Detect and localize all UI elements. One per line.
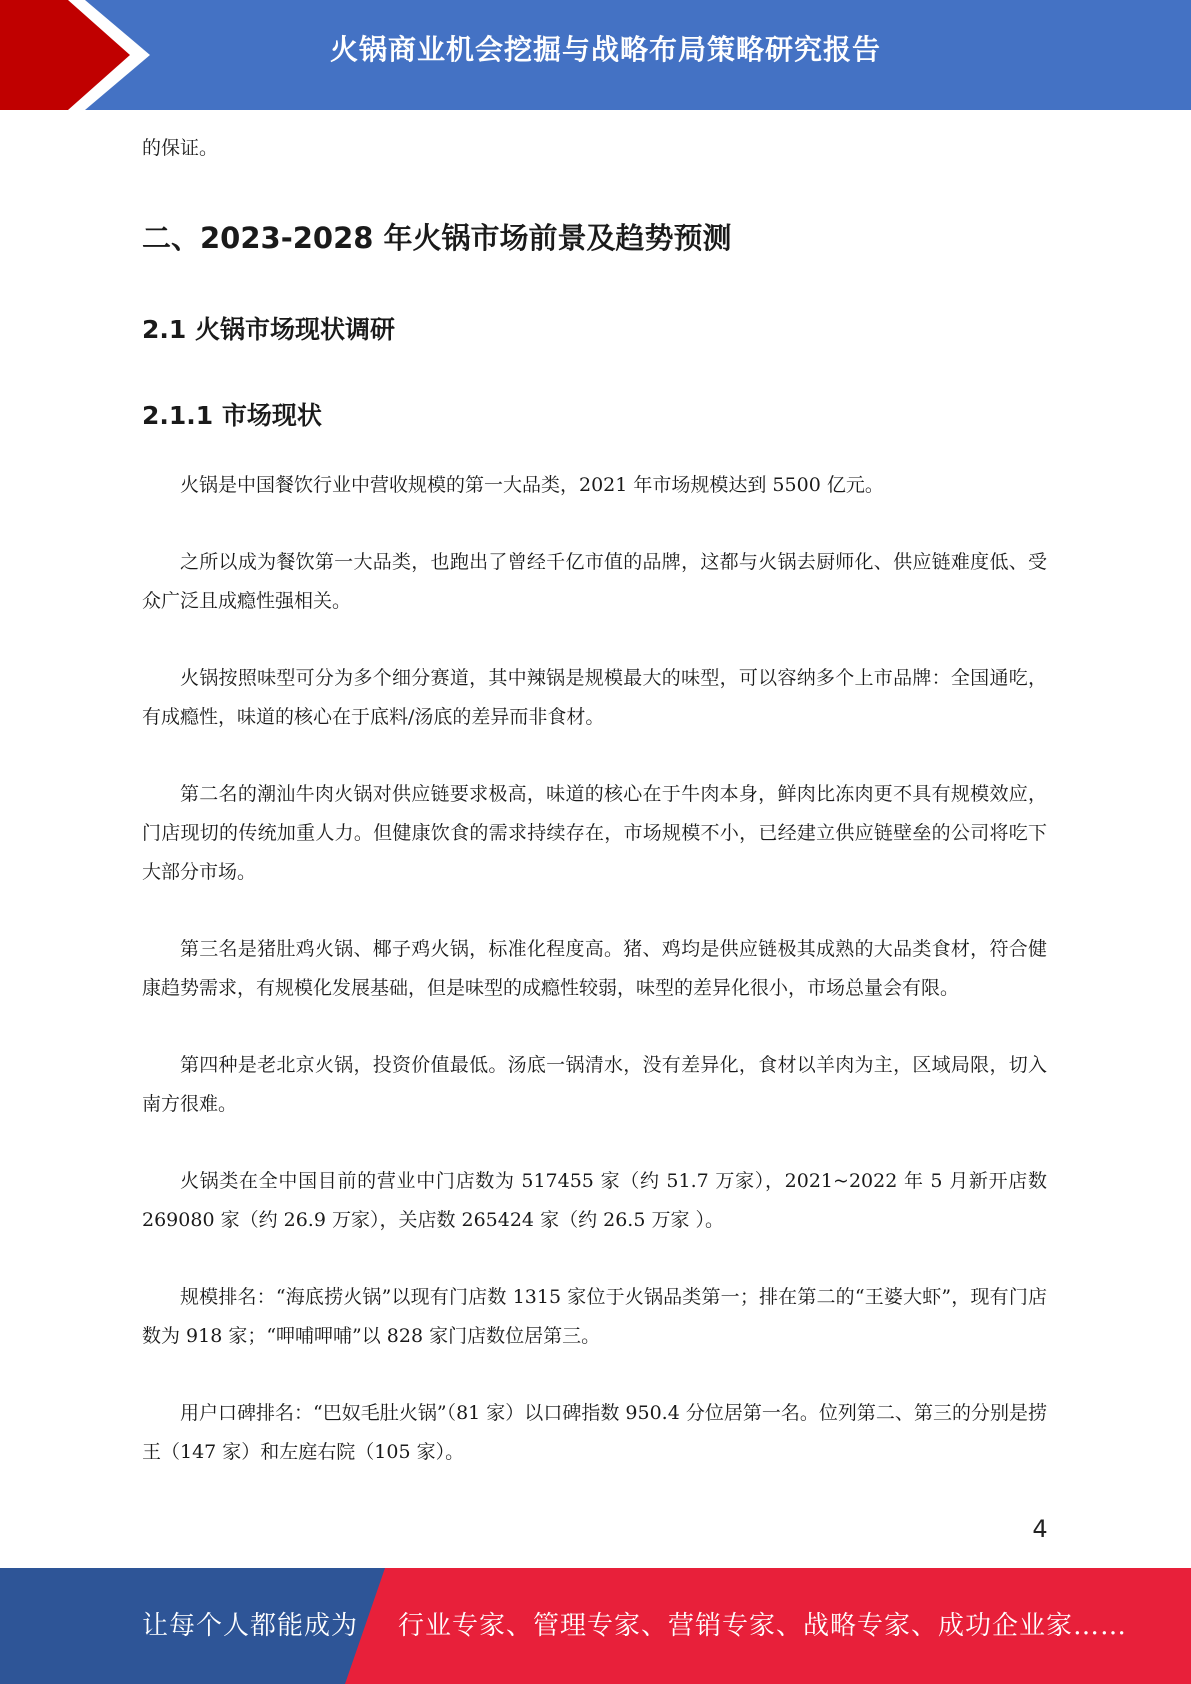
paragraph: 火锅按照味型可分为多个细分赛道，其中辣锅是规模最大的味型，可以容纳多个上市品牌：全国通吃，有成瘾性，味道的核心在于底料/汤底的差异而非食材。	[142, 667, 1047, 728]
footer-slogan-right: 行业专家、管理专家、营销专家、战略专家、成功企业家……	[398, 1611, 1128, 1641]
page-number: 4	[1032, 1515, 1048, 1543]
paragraph: 第四种是老北京火锅，投资价值最低。汤底一锅清水，没有差异化，食材以羊肉为主，区域局限，切入南方很难。	[142, 1054, 1047, 1115]
footer-slogan-left: 让每个人都能成为	[142, 1611, 359, 1641]
subsubsection-heading: 2.1.1 市场现状	[142, 401, 322, 430]
paragraph: 之所以成为餐饮第一大品类，也跑出了曾经千亿市值的品牌，这都与火锅去厨师化、供应链难度低、受众广泛且成瘾性强相关。	[142, 551, 1047, 612]
section-heading: 二、2023-2028 年火锅市场前景及趋势预测	[142, 221, 732, 255]
paragraph: 用户口碑排名：“巴奴毛肚火锅”（81 家）以口碑指数 950.4 分位居第一名。位列第二、第三的分别是捞王（147 家）和左庭右院（105 家）。	[142, 1402, 1047, 1463]
paragraph: 火锅是中国餐饮行业中营收规模的第一大品类，2021 年市场规模达到 5500 亿元。	[180, 474, 884, 496]
paragraph: 火锅类在全中国目前的营业中门店数为 517455 家（约 51.7 万家），2021~2022 年 5 月新开店数 269080 家（约 26.9 万家），关店数 265424 家（约 26.5 万家 ）。	[142, 1170, 1047, 1231]
page-header	[0, 0, 1191, 110]
page-footer	[0, 1568, 1191, 1684]
paragraph: 规模排名：“海底捞火锅”以现有门店数 1315 家位于火锅品类第一；排在第二的“王婆大虾”，现有门店数为 918 家；“呷哺呷哺”以 828 家门店数位居第三。	[142, 1286, 1047, 1347]
subsection-heading: 2.1 火锅市场现状调研	[142, 315, 395, 344]
page-content	[142, 128, 1047, 1472]
report-title: 火锅商业机会挖掘与战略布局策略研究报告	[329, 33, 881, 66]
continuation-text: 的保证。	[142, 137, 219, 159]
paragraph: 第二名的潮汕牛肉火锅对供应链要求极高，味道的核心在于牛肉本身，鲜肉比冻肉更不具有规模效应，门店现切的传统加重人力。但健康饮食的需求持续存在，市场规模不小，已经建立供应链壁垒的公司将吃下大部分市场。	[142, 783, 1047, 883]
paragraph: 第三名是猪肚鸡火锅、椰子鸡火锅，标准化程度高。猪、鸡均是供应链极其成熟的大品类食材，符合健康趋势需求，有规模化发展基础，但是味型的成瘾性较弱，味型的差异化很小，市场总量会有限。	[142, 938, 1047, 999]
